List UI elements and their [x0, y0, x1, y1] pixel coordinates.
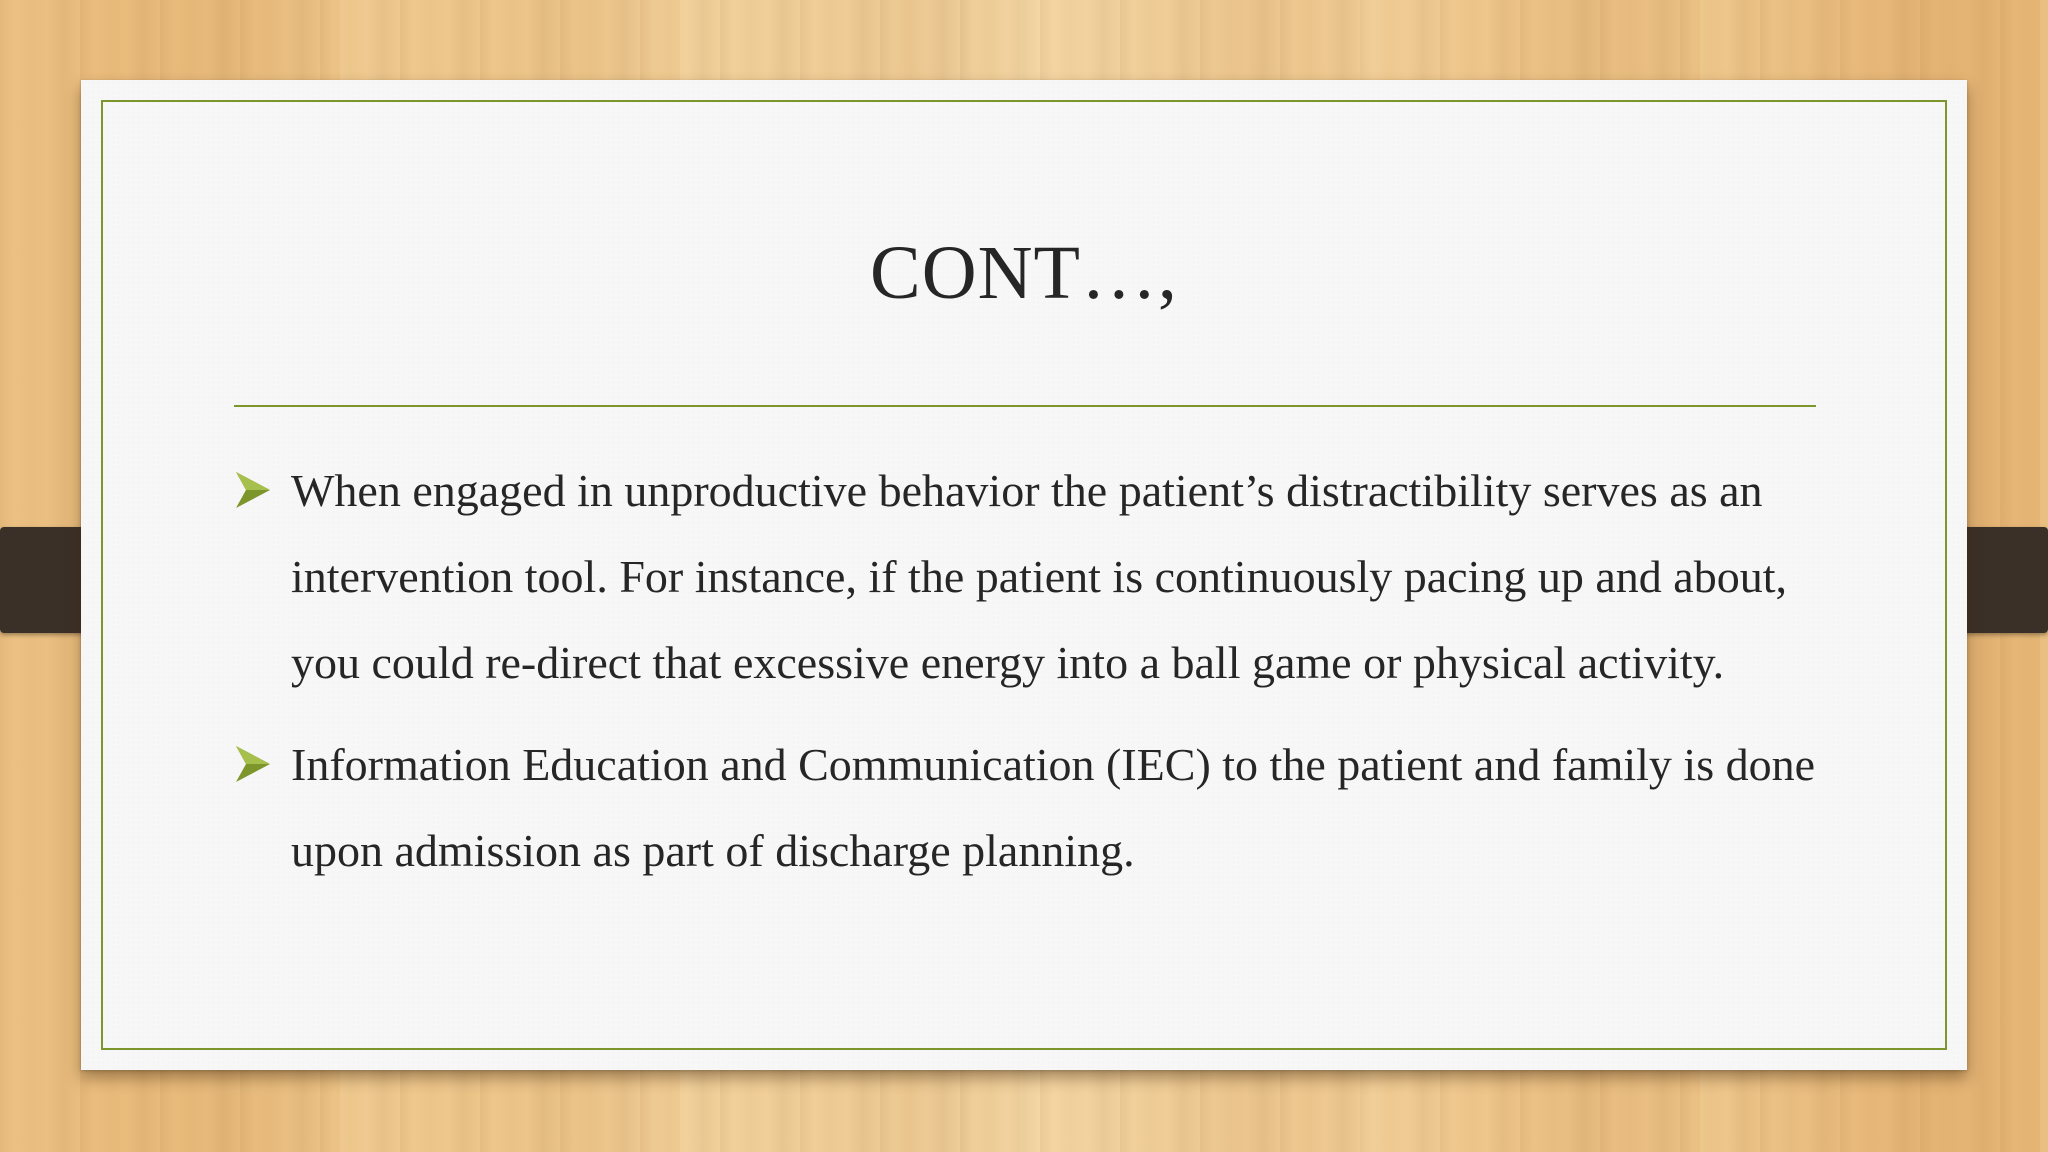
arrowhead-bullet-icon	[234, 470, 272, 510]
title-divider	[234, 405, 1816, 407]
bullet-text: Information Education and Communication (IEC) to the patient and family is done upon admission as part of discharge planning.	[291, 739, 1816, 876]
bullet-text: When engaged in unproductive behavior the patient’s distractibility serves as an intervention tool. For instance, if the patient is continuously pacing up and about, you could re-direct that excessive energy into a ball game or physical activity.	[291, 465, 1787, 688]
bullet-item	[234, 722, 1844, 894]
slide-title: CONT…,	[870, 231, 1178, 315]
bullet-list	[234, 448, 1844, 910]
bullet-item	[234, 448, 1844, 706]
arrowhead-bullet-icon	[234, 744, 272, 784]
slide	[81, 80, 1967, 1070]
